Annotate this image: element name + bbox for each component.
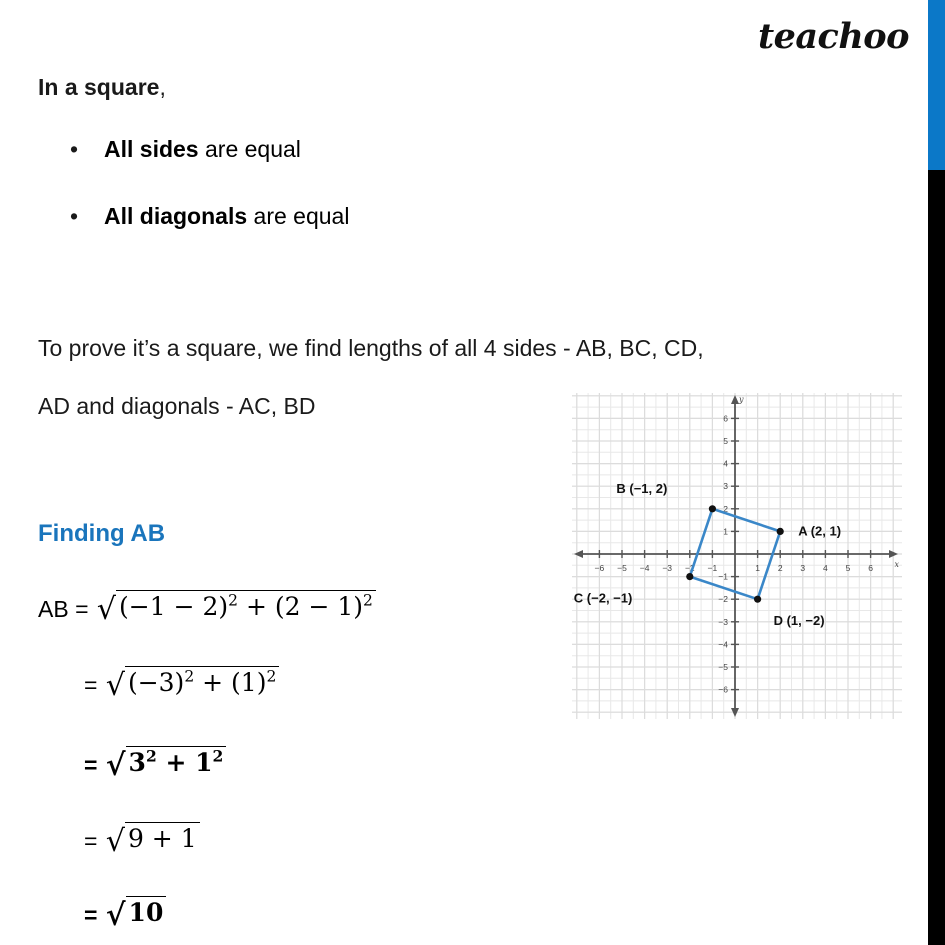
equation-lead: AB = bbox=[38, 596, 95, 622]
y-axis-tick-label: 3 bbox=[723, 481, 728, 492]
y-axis-tick-label: −3 bbox=[718, 616, 728, 627]
equation-lead: = bbox=[84, 828, 104, 854]
radical-expression bbox=[104, 898, 167, 933]
data-point-label-d: D (1, −2) bbox=[773, 613, 825, 629]
intro-rest-text: , bbox=[159, 74, 166, 100]
data-point-label-a: A (2, 1) bbox=[798, 523, 842, 539]
x-axis-arrow-left-icon bbox=[574, 550, 583, 558]
list-item-rest: are equal bbox=[247, 203, 350, 229]
x-axis-tick-label: −4 bbox=[639, 563, 650, 573]
y-axis-tick-label: −1 bbox=[718, 571, 728, 582]
list-item-rest: are equal bbox=[198, 136, 301, 162]
exponent: 2 bbox=[184, 667, 195, 686]
equation-line-5 bbox=[84, 898, 166, 933]
bullet-dot-icon: • bbox=[70, 203, 79, 229]
list-item bbox=[70, 203, 349, 230]
x-axis-tick-label: −1 bbox=[707, 563, 718, 573]
bullet-dot-icon: • bbox=[70, 136, 79, 162]
radicand: $(-3)^2 + (1)^2$ bbox=[125, 666, 279, 697]
radical-sign-icon: √ bbox=[105, 748, 126, 783]
list-item bbox=[70, 136, 301, 163]
x-axis-tick-label: −6 bbox=[594, 563, 605, 573]
x-axis-tick-label: 1 bbox=[755, 563, 760, 573]
data-point-label-b: B (−1, 2) bbox=[616, 480, 668, 496]
y-axis-tick-label: 2 bbox=[723, 503, 728, 514]
x-axis-tick-label: 5 bbox=[845, 563, 851, 573]
radical-expression bbox=[95, 591, 376, 627]
data-point-a bbox=[777, 528, 784, 535]
coordinate-graph-svg bbox=[572, 393, 902, 719]
paragraph-line-1: To prove it’s a square, we find lengths of all 4 sides - AB, BC, CD, bbox=[38, 335, 704, 361]
radicand: 10 bbox=[126, 896, 167, 927]
radicand: $(-1 - 2)^2 + (2 - 1)^2$ bbox=[116, 590, 376, 621]
equation-lead: = bbox=[84, 902, 104, 928]
radical-expression bbox=[104, 667, 280, 703]
radicand: $3^2 + 1^2$ bbox=[126, 746, 227, 777]
y-axis-tick-label: 1 bbox=[723, 526, 728, 537]
data-point-label-c: C (−2, −1) bbox=[573, 590, 633, 606]
y-axis-tick-label: −5 bbox=[718, 662, 728, 672]
brand-logo: teachoo bbox=[757, 16, 909, 57]
x-axis-tick-label: −2 bbox=[684, 563, 695, 573]
exponent: 2 bbox=[363, 591, 373, 610]
radical-expression bbox=[104, 746, 226, 783]
y-axis-tick-label: 4 bbox=[723, 458, 728, 469]
equation-lead: = bbox=[84, 672, 104, 698]
radical-sign-icon: √ bbox=[105, 668, 125, 703]
equation-line-3 bbox=[84, 746, 226, 783]
radicand: 9 + 1 bbox=[125, 822, 200, 853]
right-accent-bar-blue bbox=[928, 0, 945, 170]
y-axis-label: y bbox=[739, 395, 744, 404]
data-point-b bbox=[709, 505, 716, 512]
equation-lead: = bbox=[84, 752, 104, 778]
x-axis-tick-label: 3 bbox=[800, 563, 806, 573]
list-item-bold: All sides bbox=[104, 136, 199, 162]
intro-line bbox=[38, 72, 166, 102]
data-point-d bbox=[754, 596, 761, 603]
radical-expression bbox=[104, 824, 200, 859]
paragraph-line-2: AD and diagonals - AC, BD bbox=[38, 393, 316, 419]
y-axis-tick-label: −6 bbox=[718, 684, 728, 695]
exponent: 2 bbox=[145, 746, 157, 766]
equation-line-2 bbox=[84, 667, 279, 703]
x-axis-tick-label: −5 bbox=[617, 563, 627, 573]
right-accent-bar-black bbox=[928, 170, 945, 945]
list-item-bold: All diagonals bbox=[104, 203, 248, 229]
data-point-c bbox=[686, 573, 693, 580]
coordinate-graph bbox=[572, 393, 902, 719]
radical-sign-icon: √ bbox=[105, 824, 125, 859]
y-axis-tick-label: 5 bbox=[723, 436, 728, 446]
exponent: 2 bbox=[266, 667, 277, 686]
x-axis-tick-label: 6 bbox=[868, 563, 873, 573]
y-axis-tick-label: −4 bbox=[718, 639, 728, 650]
x-axis-label: x bbox=[894, 560, 899, 569]
radical-sign-icon: √ bbox=[96, 592, 117, 627]
exponent: 2 bbox=[228, 591, 239, 610]
x-axis-tick-label: 4 bbox=[823, 563, 828, 573]
y-axis-tick-label: −2 bbox=[718, 594, 728, 605]
exponent: 2 bbox=[212, 746, 224, 766]
x-axis-tick-label: −3 bbox=[662, 563, 673, 573]
x-axis-tick-label: 2 bbox=[777, 563, 783, 573]
radical-sign-icon: √ bbox=[105, 898, 126, 933]
equation-line-4 bbox=[84, 824, 200, 859]
intro-bold-text: In a square bbox=[38, 74, 160, 100]
equation-line-1 bbox=[38, 591, 376, 627]
y-axis-tick-label: 6 bbox=[723, 413, 728, 424]
section-heading-finding-ab: Finding AB bbox=[38, 520, 166, 547]
